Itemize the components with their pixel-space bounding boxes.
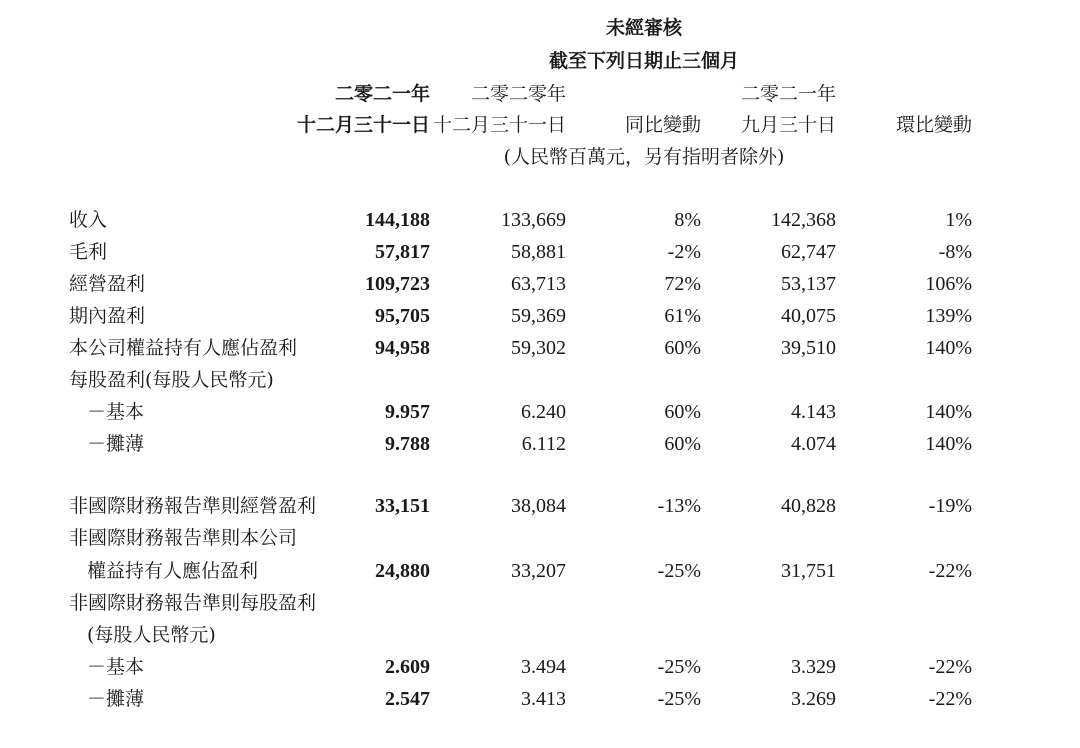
cell-col3: 60% xyxy=(664,337,701,359)
table-row xyxy=(0,428,1080,460)
cell-col5: -8% xyxy=(938,241,972,263)
cell-col5: 140% xyxy=(925,433,972,455)
cell-col1: 2.547 xyxy=(385,688,430,710)
table-row xyxy=(0,522,1080,554)
cell-col1: 109,723 xyxy=(365,273,430,295)
table-row xyxy=(0,587,1080,619)
cell-col4: 40,828 xyxy=(781,495,836,517)
table-row xyxy=(0,236,1080,268)
cell-col3: 72% xyxy=(664,273,701,295)
row-label: 非國際財務報告準則每股盈利 xyxy=(69,592,317,614)
cell-col4: 4.143 xyxy=(791,401,836,423)
cell-col1: 24,880 xyxy=(375,560,430,582)
cell-col2: 6.240 xyxy=(521,401,566,423)
table-row xyxy=(0,651,1080,683)
col2-header-year: 二零二零年 xyxy=(470,83,566,105)
table-row xyxy=(0,204,1080,236)
row-label: 本公司權益持有人應佔盈利 xyxy=(69,337,298,359)
cell-col1: 9.788 xyxy=(385,433,430,455)
table-row xyxy=(0,555,1080,587)
cell-col5: -19% xyxy=(928,495,972,517)
cell-col3: -2% xyxy=(667,241,701,263)
cell-col5: 140% xyxy=(925,401,972,423)
header-title-period: 截至下列日期止三個月 xyxy=(548,50,740,72)
cell-col1: 95,705 xyxy=(375,305,430,327)
cell-col1: 33,151 xyxy=(375,495,430,517)
cell-col3: -25% xyxy=(657,656,701,678)
row-label: 毛利 xyxy=(69,241,108,263)
unit-note: (人民幣百萬元，另有指明者除外) xyxy=(503,146,785,168)
cell-col5: 1% xyxy=(945,209,972,231)
cell-col3: -13% xyxy=(657,495,701,517)
cell-col1: 2.609 xyxy=(385,656,430,678)
cell-col5: 139% xyxy=(925,305,972,327)
cell-col3: 61% xyxy=(664,305,701,327)
cell-col5: 140% xyxy=(925,337,972,359)
cell-col1: 144,188 xyxy=(365,209,430,231)
cell-col2: 133,669 xyxy=(501,209,566,231)
table-row xyxy=(0,332,1080,364)
cell-col1: 57,817 xyxy=(375,241,430,263)
cell-col2: 59,369 xyxy=(511,305,566,327)
cell-col5: 106% xyxy=(925,273,972,295)
row-label: －攤薄 xyxy=(87,688,145,710)
table-row xyxy=(0,619,1080,651)
row-label: －基本 xyxy=(87,656,145,678)
table-row xyxy=(0,490,1080,522)
cell-col3: -25% xyxy=(657,560,701,582)
row-label: 經營盈利 xyxy=(69,273,146,295)
cell-col3: -25% xyxy=(657,688,701,710)
cell-col4: 62,747 xyxy=(781,241,836,263)
row-label: 收入 xyxy=(69,209,108,231)
col3-header-yoy: 同比變動 xyxy=(624,114,701,136)
cell-col4: 53,137 xyxy=(781,273,836,295)
col5-header-qoq: 環比變動 xyxy=(895,114,972,136)
table-row xyxy=(0,268,1080,300)
col4-header-year: 二零二一年 xyxy=(740,83,836,105)
cell-col4: 4.074 xyxy=(791,433,836,455)
cell-col2: 3.494 xyxy=(521,656,566,678)
row-label: 每股盈利(每股人民幣元) xyxy=(69,369,274,391)
cell-col4: 39,510 xyxy=(781,337,836,359)
cell-col3: 60% xyxy=(664,433,701,455)
row-label: 非國際財務報告準則經營盈利 xyxy=(69,495,317,517)
cell-col2: 63,713 xyxy=(511,273,566,295)
table-row xyxy=(0,300,1080,332)
table-row xyxy=(0,683,1080,715)
cell-col2: 6.112 xyxy=(521,433,566,455)
row-label: 非國際財務報告準則本公司 xyxy=(69,527,298,549)
header-title-unaudited: 未經審核 xyxy=(605,17,683,39)
table-row xyxy=(0,364,1080,396)
cell-col4: 31,751 xyxy=(781,560,836,582)
cell-col4: 142,368 xyxy=(771,209,836,231)
cell-col4: 40,075 xyxy=(781,305,836,327)
table-row xyxy=(0,396,1080,428)
cell-col5: -22% xyxy=(928,560,972,582)
cell-col3: 60% xyxy=(664,401,701,423)
cell-col3: 8% xyxy=(674,209,701,231)
row-label: 權益持有人應佔盈利 xyxy=(87,560,259,582)
cell-col5: -22% xyxy=(928,656,972,678)
col2-header-date: 十二月三十一日 xyxy=(432,114,566,136)
cell-col2: 33,207 xyxy=(511,560,566,582)
cell-col4: 3.329 xyxy=(791,656,836,678)
row-label: (每股人民幣元) xyxy=(87,624,216,646)
row-label: －攤薄 xyxy=(87,433,145,455)
row-label: 期內盈利 xyxy=(69,305,146,327)
cell-col4: 3.269 xyxy=(791,688,836,710)
cell-col2: 59,302 xyxy=(511,337,566,359)
cell-col1: 9.957 xyxy=(385,401,430,423)
cell-col2: 58,881 xyxy=(511,241,566,263)
cell-col5: -22% xyxy=(928,688,972,710)
col1-header-year: 二零二一年 xyxy=(334,83,430,105)
row-label: －基本 xyxy=(87,401,145,423)
cell-col2: 38,084 xyxy=(511,495,566,517)
col4-header-date: 九月三十日 xyxy=(740,114,836,136)
cell-col1: 94,958 xyxy=(375,337,430,359)
col1-header-date: 十二月三十一日 xyxy=(296,114,430,136)
cell-col2: 3.413 xyxy=(521,688,566,710)
